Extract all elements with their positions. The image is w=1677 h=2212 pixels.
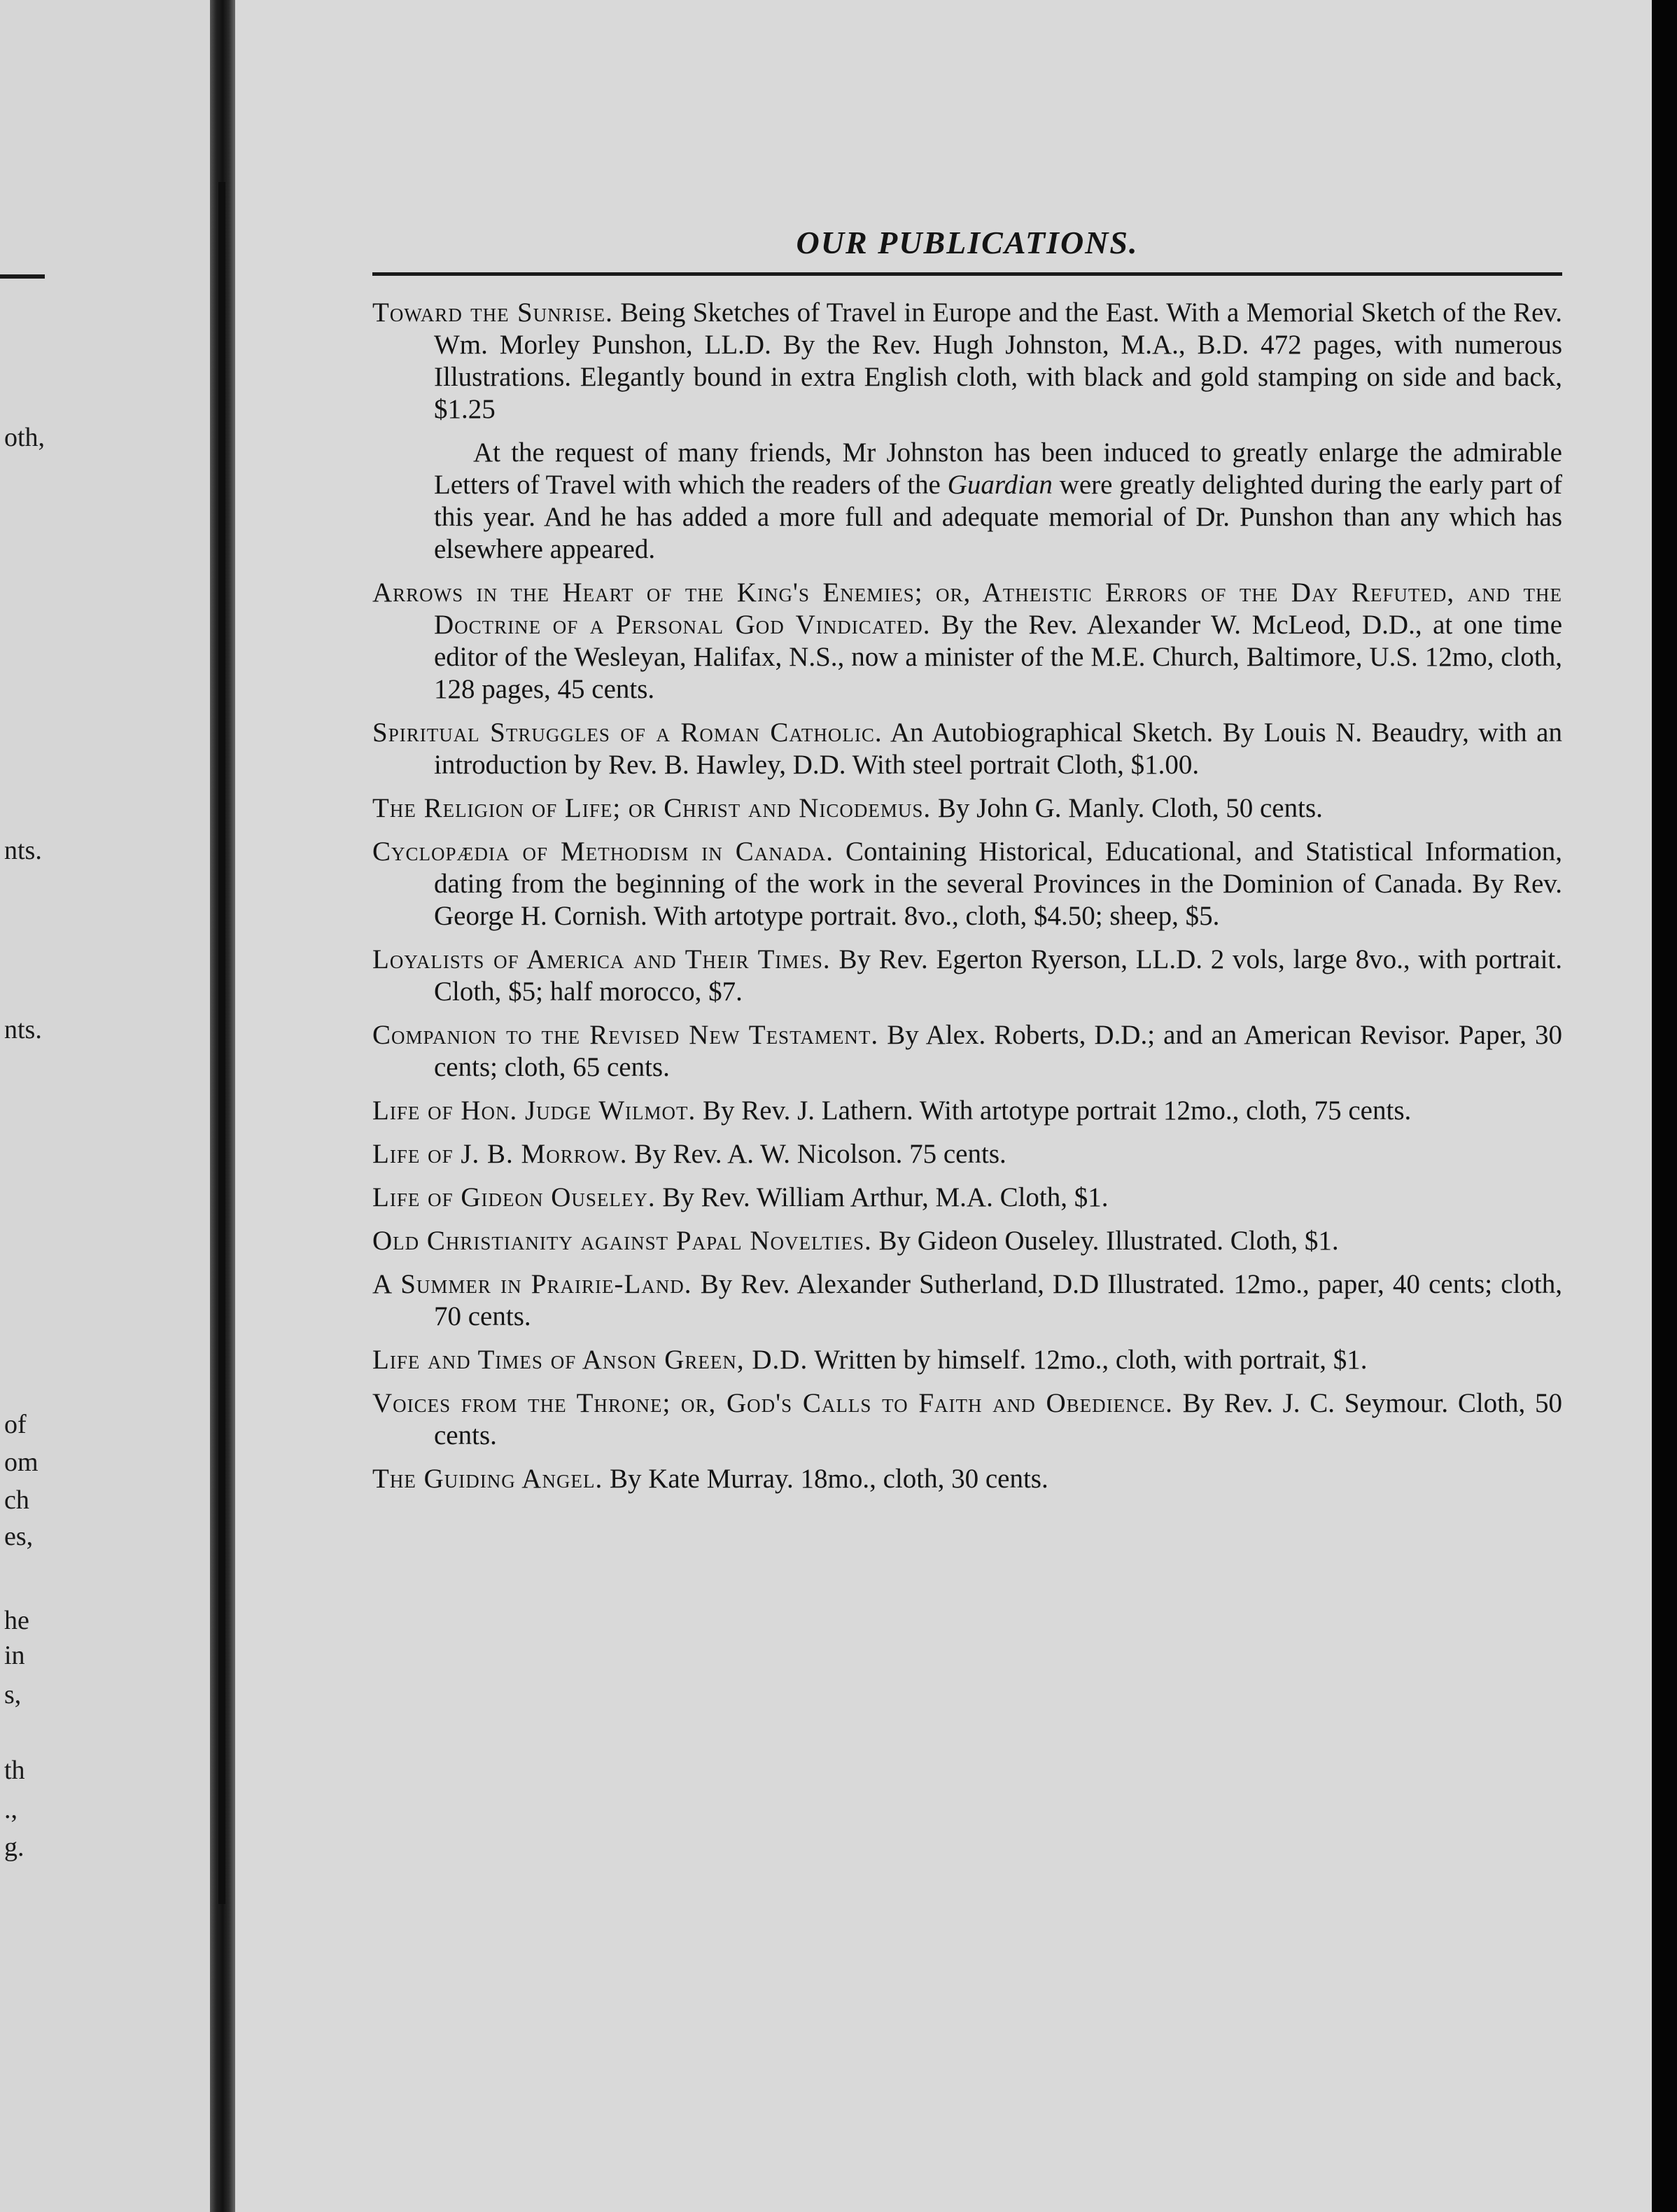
note-text: were greatly delighted during the early part of this year. And he has added a more full and adequate memorial of Dr. Punshon than any which has elsewhere appeared. [434,470,1562,564]
publication-description: By the Rev. Alexander W. McLeod, D.D., at one time editor of the Wesleyan, Halifax, N.S., now a minister of the M.E. Church, Baltimore, U.S. 12mo, cloth, 128 pages, 45 cents. [434,610,1563,704]
publication-description: An Autobiographical Sketch. By Louis N. Beaudry, with an introduction by Rev. B. Hawley, D.D. With steel portrait Cloth, $1.00. [434,718,1562,780]
publication-entry [372,1268,1562,1333]
publication-entry [372,792,1562,825]
publication-title: Life of J. B. Morrow. [372,1139,628,1169]
left-fragment: in [4,1641,25,1670]
publication-description: By Rev. William Arthur, M.A. Cloth, $1. [655,1182,1109,1212]
left-fragment: nts. [4,1015,42,1044]
publication-entry [372,717,1562,781]
left-fragment: g. [4,1833,24,1862]
publication-entry [372,1387,1562,1452]
left-fragment: s, [4,1680,22,1709]
publication-entry [372,944,1562,1008]
scan-border [1652,0,1677,2212]
left-fragment: nts. [4,836,42,865]
publication-description: Written by himself. 12mo., cloth, with portrait, $1. [808,1345,1368,1375]
left-fragment: ., [4,1795,17,1824]
publication-description: By John G. Manly. Cloth, 50 cents. [931,793,1323,823]
publication-entry [372,577,1562,706]
publication-description: By Rev. J. Lathern. With artotype portrait 12mo., cloth, 75 cents. [696,1096,1412,1126]
publications-list [372,224,1562,1506]
publication-description: Containing Historical, Educational, and Statistical Information, dating from the beginning of the work in the several Provinces in the Dominion of Canada. By Rev. George H. Cornish. With artotype portrait. 8vo., cloth, $4.50; sheep, $5. [434,836,1562,931]
publication-entry [372,1138,1562,1170]
publication-description: By Rev. J. C. Seymour. Cloth, 50 cents. [434,1388,1562,1450]
publication-description: By Rev. A. W. Nicolson. 75 cents. [627,1139,1006,1169]
publication-title: Companion to the Revised New Testament. [372,1020,879,1050]
left-fragment: om [4,1448,38,1477]
publication-entry [372,836,1562,932]
publication-title: Life of Gideon Ouseley. [372,1182,656,1212]
publication-title: The Guiding Angel. [372,1464,603,1494]
left-page-rule [0,274,45,279]
publication-description: By Gideon Ouseley. Illustrated. Cloth, $1. [871,1226,1339,1256]
left-page [0,0,210,2212]
publication-entry [372,1344,1562,1376]
spine-binding [218,182,225,1904]
publication-entry [372,1019,1562,1084]
publication-title: Voices from the Throne; or, God's Calls to Faith and Obedience. [372,1388,1173,1418]
publication-title: Arrows in the Heart of the King's Enemies; or, Atheistic Errors of the Day Refuted, and the Doctrine of a Personal God Vindicated. [372,578,1562,640]
left-fragment: he [4,1606,29,1635]
publication-entry [372,297,1562,426]
publication-description: By Kate Murray. 18mo., cloth, 30 cents. [603,1464,1048,1494]
page-heading: OUR PUBLICATIONS. [796,225,1139,260]
publication-title: The Religion of Life; or Christ and Nicodemus. [372,793,932,823]
publication-title: Cyclopædia of Methodism in Canada. [372,836,834,867]
publication-entry [372,1182,1562,1214]
publication-entry [372,1225,1562,1257]
publication-title: Life and Times of Anson Green, D.D. [372,1345,808,1375]
publication-description: Being Sketches of Travel in Europe and the East. With a Memorial Sketch of the Rev. Wm. Morley Punshon, LL.D. By the Rev. Hugh Johnston, M.A., B.D. 472 pages, with numerous Illustrations. Elegantly bound in extra English cloth, with black and gold stamping on side and back, $1.25 [434,298,1562,424]
publication-entry [372,1095,1562,1127]
publication-title: Loyalists of America and Their Times. [372,944,831,974]
left-fragment: th [4,1756,25,1785]
left-fragment: of [4,1410,27,1439]
note-emphasis: Guardian [947,470,1053,500]
publication-entry [372,1463,1562,1495]
left-fragment: es, [4,1522,34,1551]
publication-title: Old Christianity against Papal Novelties. [372,1226,872,1256]
publication-description: By Rev. Alexander Sutherland, D.D Illustrated. 12mo., paper, 40 cents; cloth, 70 cents. [434,1269,1562,1331]
publication-title: Toward the Sunrise. [372,298,613,328]
publication-title: Spiritual Struggles of a Roman Catholic. [372,718,883,748]
left-fragment: ch [4,1485,29,1515]
publication-title: A Summer in Prairie-Land. [372,1269,692,1299]
publication-description: By Alex. Roberts, D.D.; and an American Revisor. Paper, 30 cents; cloth, 65 cents. [434,1020,1562,1082]
note-text: At the request of many friends, Mr Johnston has been induced to greatly enlarge the admirable Letters of Travel with which the readers of the [434,438,1562,500]
heading-rule [372,272,1562,276]
publication-description: By Rev. Egerton Ryerson, LL.D. 2 vols, large 8vo., with portrait. Cloth, $5; half morocco, $7. [434,944,1562,1007]
publication-note [372,437,1562,566]
publication-title: Life of Hon. Judge Wilmot. [372,1096,696,1126]
right-page [235,0,1652,2212]
left-fragment: oth, [4,423,45,452]
